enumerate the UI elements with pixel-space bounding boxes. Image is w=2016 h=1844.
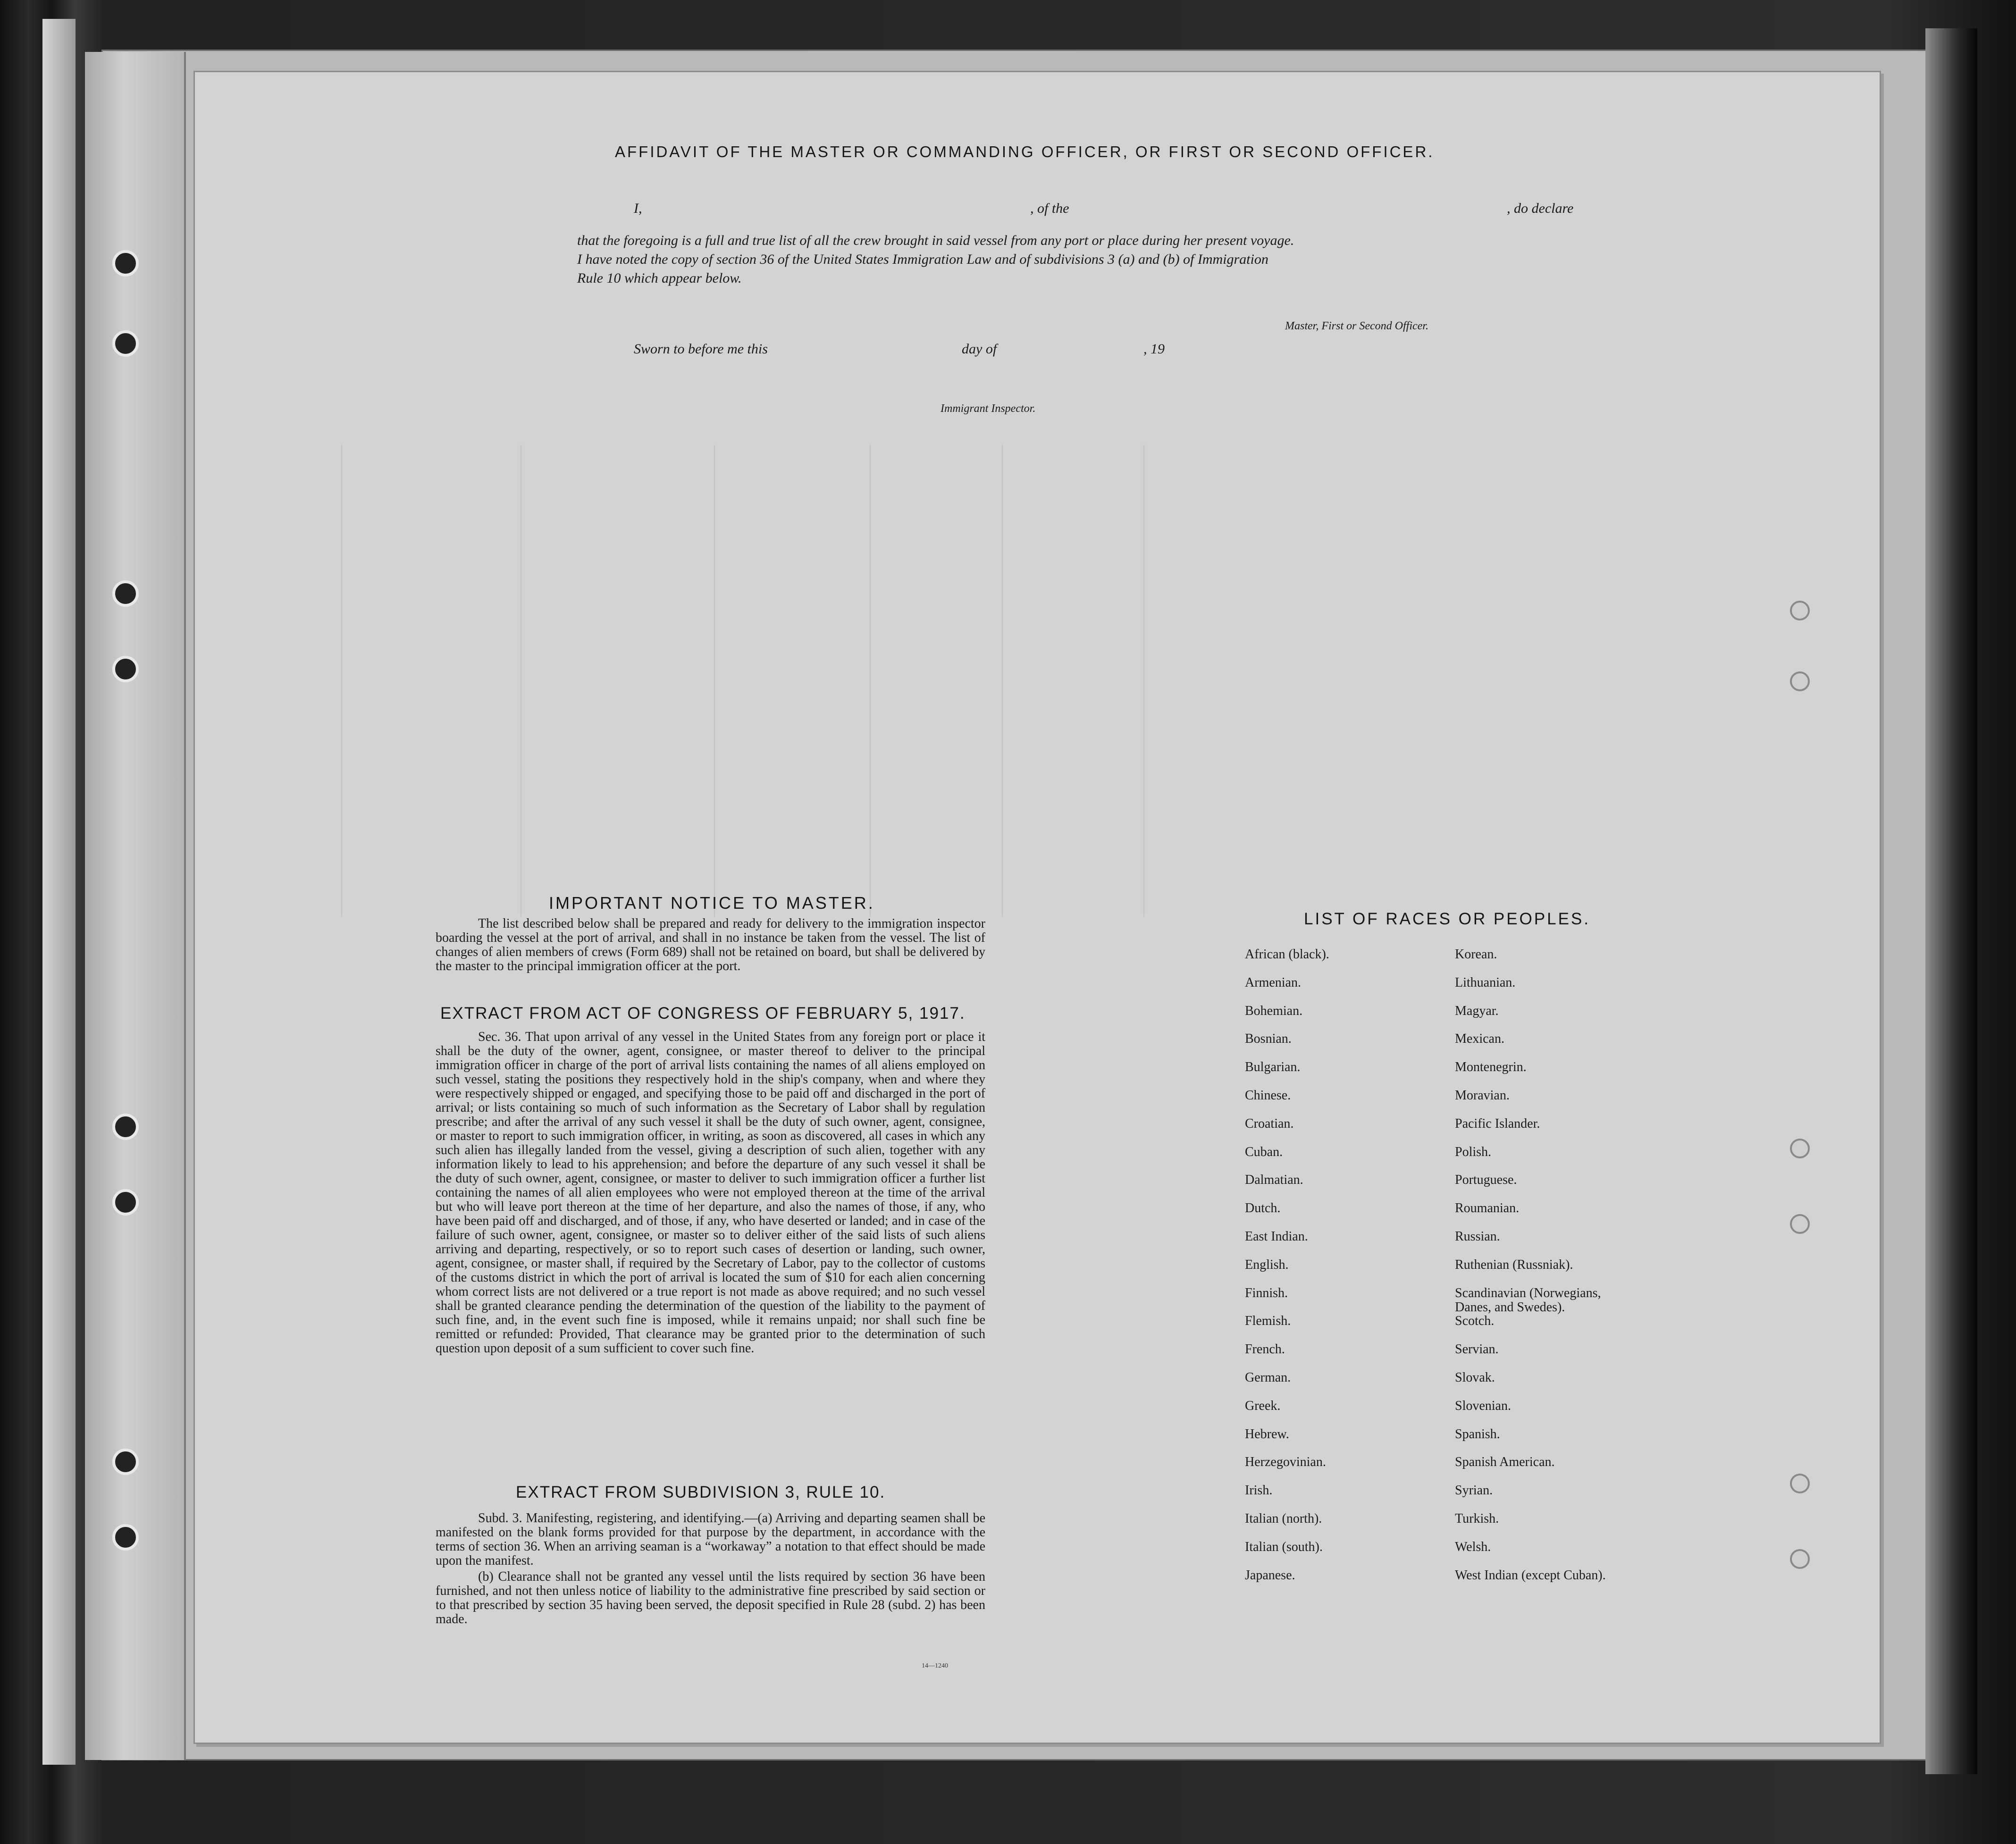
race-item: Flemish.: [1245, 1314, 1291, 1329]
race-item: Syrian.: [1455, 1483, 1493, 1498]
affidavit-line-4: Rule 10 which appear below.: [577, 270, 742, 286]
extract-act-title: EXTRACT FROM ACT OF CONGRESS OF FEBRUARY 5, 1917.: [440, 1004, 966, 1023]
race-item: Italian (north).: [1245, 1511, 1322, 1526]
race-item: Moravian.: [1455, 1088, 1510, 1103]
race-item: Portuguese.: [1455, 1173, 1517, 1188]
punch-hole-mark: [1790, 1139, 1810, 1158]
affidavit-i: I,: [634, 201, 642, 216]
race-item: Servian.: [1455, 1342, 1499, 1357]
race-item: Magyar.: [1455, 1003, 1499, 1018]
race-item: West Indian (except Cuban).: [1455, 1567, 1606, 1583]
race-item: Montenegrin.: [1455, 1060, 1527, 1075]
inspector-signature-label: Immigrant Inspector.: [941, 402, 1036, 415]
bleed-through-line: [714, 445, 715, 917]
punch-hole: [112, 330, 139, 357]
races-list-left: [1245, 947, 1329, 1596]
race-item: Mexican.: [1455, 1031, 1504, 1047]
punch-hole-mark: [1790, 1214, 1810, 1234]
race-item: Spanish American.: [1455, 1455, 1555, 1470]
race-item: Armenian.: [1245, 975, 1301, 990]
notice-title: IMPORTANT NOTICE TO MASTER.: [549, 893, 875, 913]
bleed-through-line: [341, 445, 342, 917]
race-item: Japanese.: [1245, 1567, 1295, 1583]
subdivision-a-text: Subd. 3. Manifesting, registering, and identifying.—(a) Arriving and departing seamen shall be manifested on the blank forms provided for that purpose by the department, in accordance with the terms of section 36. When an arriving seaman is a “workaway” a notation to that effect should be made upon the manifest.: [436, 1511, 985, 1568]
affidavit-line-2: that the foregoing is a full and true list of all the crew brought in said vessel from any port or place during her present voyage.: [577, 233, 1294, 248]
race-item: African (black).: [1245, 947, 1329, 962]
race-item: Bulgarian.: [1245, 1060, 1301, 1075]
race-item: Bohemian.: [1245, 1003, 1303, 1018]
year-text: , 19: [1143, 341, 1165, 357]
race-item: Turkish.: [1455, 1511, 1499, 1526]
bleed-through-line: [1002, 445, 1003, 917]
form-page: [193, 71, 1881, 1744]
race-item: French.: [1245, 1342, 1285, 1357]
punch-hole-mark: [1790, 1474, 1810, 1493]
affidavit-line-3: I have noted the copy of section 36 of the United States Immigration Law and of subdivisions 3 (a) and (b) of Immigration: [577, 251, 1268, 267]
race-item: Welsh.: [1455, 1539, 1491, 1554]
form-number: 14—1240: [922, 1662, 948, 1669]
race-item: East Indian.: [1245, 1229, 1308, 1244]
race-item: Dutch.: [1245, 1201, 1281, 1216]
race-item: Pacific Islander.: [1455, 1116, 1540, 1131]
day-of-text: day of: [962, 341, 997, 357]
race-item: Scandinavian (Norwegians, Danes, and Swedes).: [1455, 1285, 1601, 1315]
punch-hole-mark: [1790, 1549, 1810, 1569]
race-item: Korean.: [1455, 947, 1497, 962]
race-item: Russian.: [1455, 1229, 1500, 1244]
punch-hole: [112, 656, 139, 682]
race-item: Spanish.: [1455, 1426, 1500, 1442]
extract-rule-body: [436, 1511, 985, 1628]
race-item: Hebrew.: [1245, 1426, 1289, 1442]
punch-hole: [112, 580, 139, 607]
race-item: Scotch.: [1455, 1314, 1495, 1329]
race-item: Chinese.: [1245, 1088, 1291, 1103]
affidavit-title: AFFIDAVIT OF THE MASTER OR COMMANDING OFFICER, OR FIRST OR SECOND OFFICER.: [615, 143, 1435, 160]
subdivision-b-text: (b) Clearance shall not be granted any vessel until the lists required by section 36 have been furnished, and not then unless notice of liability to the administrative fine prescribed by said section or to that prescribed by section 35 having been served, the deposit specified in Rule 28 (subd. 2) has been made.: [436, 1569, 985, 1626]
race-item: Herzegovinian.: [1245, 1455, 1326, 1470]
affidavit-declare: , do declare: [1507, 201, 1574, 216]
race-item: Cuban.: [1245, 1144, 1283, 1159]
punch-hole: [112, 1114, 139, 1140]
sworn-text: Sworn to before me this: [634, 341, 768, 357]
bleed-through-line: [1143, 445, 1144, 917]
section-36-text: Sec. 36. That upon arrival of any vessel in the United States from any foreign port or place it shall be the duty of the owner, agent, consignee, or master thereof to deliver to the principal immigration officer in charge of the port of arrival lists containing the names of all aliens employed on such vessel, stating the positions they respectively hold in the ship's company, when and where they were respectively shipped or engaged, and specifying those to be paid off and discharged in the port of arrival; or lists containing so much of such information as the Secretary of Labor shall by regulation prescribe; and after the arrival of any such vessel it shall be the duty of such owner, agent, consignee, or master to report to such immigration officer, in writing, as soon as discovered, all cases in which any such alien has illegally landed from the vessel, giving a description of such alien, together with any information likely to lead to his apprehension; and before the departure of any such vessel it shall be the duty of such owner, agent, consignee, or master to deliver to such immigration officer a further list containing the names of all alien employees who were not employed thereon at the time of the arrival but who will leave port thereon at the time of her departure, and also the names of those, if any, who have been paid off and discharged, and of those, if any, who have deserted or landed; and in case of the failure of such owner, agent, consignee, or master so to deliver either of the said lists of such aliens arriving and departing, respectively, or so to report such cases of desertion or landing, such owner, agent, consignee, or master shall, if required by the Secretary of Labor, pay to the collector of customs of the customs district in which the port of arrival is located the sum of $10 for each alien concerning whom correct lists are not delivered or a true report is not made as above required; and no such vessel shall be granted clearance pending the determination of the question of the liability to the payment of such fine, and, in the event such fine is imposed, while it remains unpaid; nor shall such fine be remitted or refunded: Provided, That clearance may be granted prior to the determination of such question upon deposit of a sum sufficient to cover such fine.: [436, 1030, 985, 1356]
master-signature-label: Master, First or Second Officer.: [1285, 320, 1428, 332]
race-item: Bosnian.: [1245, 1031, 1292, 1047]
race-item: Italian (south).: [1245, 1539, 1323, 1554]
punch-hole: [112, 1189, 139, 1215]
races-title: LIST OF RACES OR PEOPLES.: [1304, 910, 1591, 928]
race-item: German.: [1245, 1370, 1291, 1385]
races-list-right: [1455, 947, 1606, 1596]
punch-hole: [112, 1524, 139, 1551]
race-item: Irish.: [1245, 1483, 1273, 1498]
right-edge-strip: [1925, 28, 1977, 1774]
punch-hole: [112, 250, 139, 277]
race-item: Roumanian.: [1455, 1201, 1520, 1216]
race-item: Ruthenian (Russniak).: [1455, 1257, 1573, 1272]
punch-hole: [112, 1449, 139, 1475]
race-item: English.: [1245, 1257, 1289, 1272]
binding-strip: [42, 19, 76, 1765]
extract-act-body: [436, 1030, 985, 1358]
notice-body: [436, 917, 985, 975]
punch-hole-mark: [1790, 601, 1810, 620]
race-item: Lithuanian.: [1455, 975, 1516, 990]
race-item: Slovenian.: [1455, 1398, 1511, 1413]
race-item: Polish.: [1455, 1144, 1492, 1159]
punch-hole-mark: [1790, 671, 1810, 691]
race-item: Greek.: [1245, 1398, 1281, 1413]
notice-text: The list described below shall be prepared and ready for delivery to the immigration inspector boarding the vessel at the port of arrival, and shall in no instance be taken from the vessel. The list of changes of alien members of crews (Form 689) shall not be retained on board, but shall be delivered by the master to the principal immigration officer at the port.: [436, 916, 985, 973]
race-item: Croatian.: [1245, 1116, 1294, 1131]
race-item: Slovak.: [1455, 1370, 1495, 1385]
extract-rule-title: EXTRACT FROM SUBDIVISION 3, RULE 10.: [516, 1483, 886, 1501]
affidavit-of-the: , of the: [1030, 201, 1069, 216]
race-item: Dalmatian.: [1245, 1173, 1303, 1188]
race-item: Finnish.: [1245, 1285, 1288, 1300]
left-binding: [85, 52, 186, 1760]
bleed-through-line: [870, 445, 871, 917]
